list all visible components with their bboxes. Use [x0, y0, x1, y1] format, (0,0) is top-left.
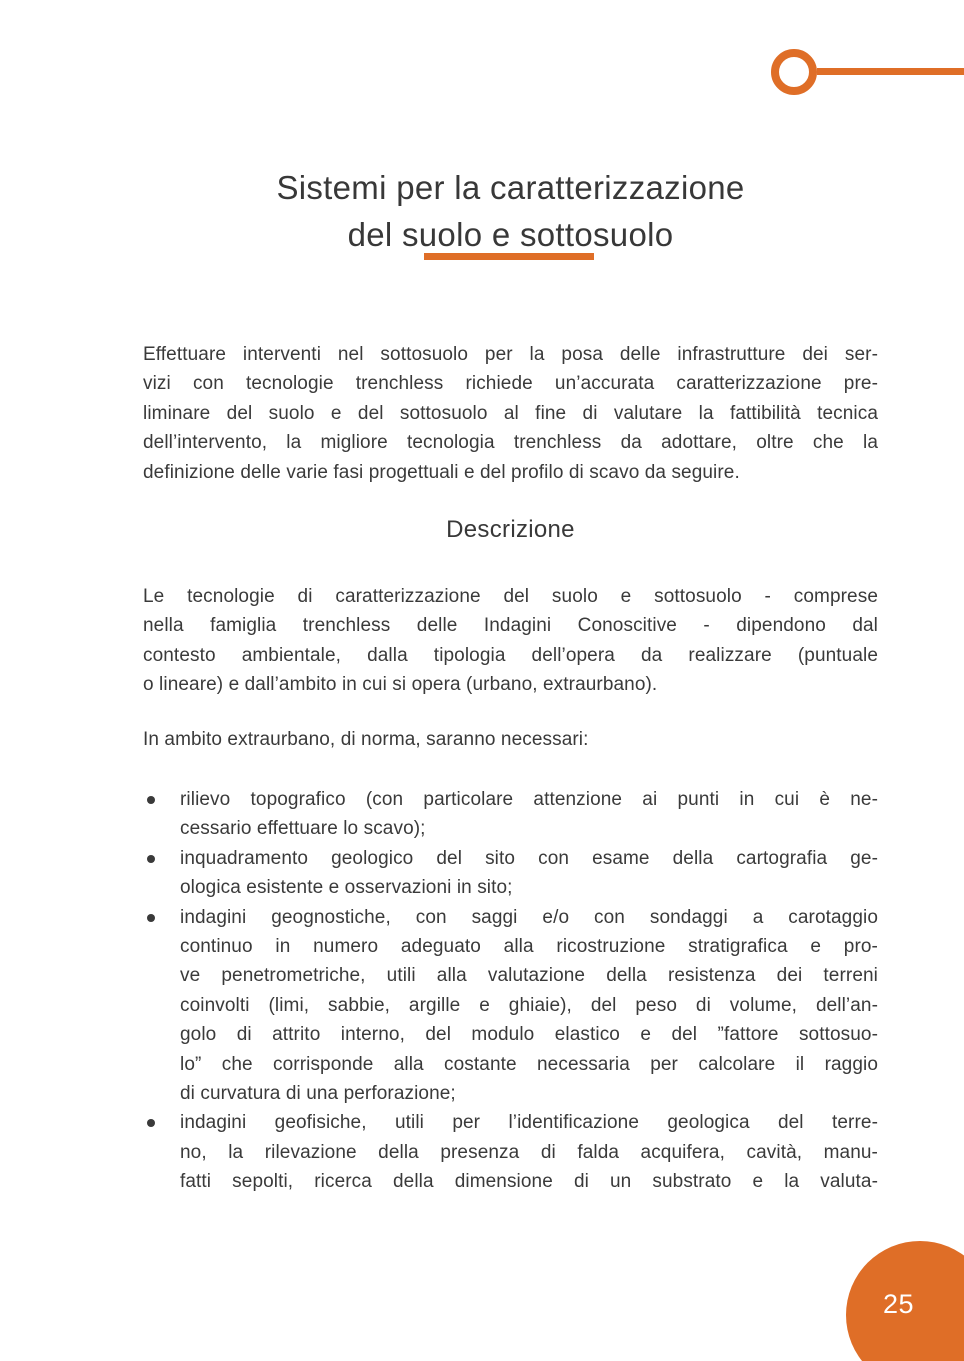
text-line: coinvolti (limi, sabbie, argille e ghiaie), del peso di volume, dell’an- — [180, 994, 878, 1016]
text-line: ve penetrometriche, utili alla valutazione della resistenza dei terreni — [180, 965, 878, 987]
list-item — [143, 844, 878, 903]
page-title-line-1: Sistemi per la caratterizzazione — [276, 169, 745, 206]
list-item — [143, 903, 878, 1109]
text-line: inquadramento geologico del sito con esame della cartografia ge- — [180, 847, 878, 869]
text-line: no, la rilevazione della presenza di falda acquifera, cavità, manu- — [180, 1141, 878, 1163]
page-title-line-2: del suolo e sottosuolo — [347, 216, 674, 253]
text-line: rilievo topografico (con particolare attenzione ai punti in cui è ne- — [180, 789, 878, 810]
description-paragraph — [143, 582, 878, 700]
text-line: Le tecnologie di caratterizzazione del suolo e sottosuolo - comprese — [143, 586, 878, 607]
text-line: o lineare) e dall’ambito in cui si opera (urbano, extraurbano). — [143, 674, 658, 696]
text-line: Effettuare interventi nel sottosuolo per la posa delle infrastrutture dei ser- — [143, 344, 878, 365]
text-line: contesto ambientale, dalla tipologia dell’opera da realizzare (puntuale — [143, 644, 878, 666]
text-line: fatti sepolti, ricerca della dimensione di un substrato e la valuta- — [180, 1171, 878, 1193]
header-rule — [817, 68, 964, 75]
page-number: 25 — [883, 1289, 915, 1319]
text-line: ologica esistente e osservazioni in sito; — [180, 877, 513, 899]
list-intro — [143, 725, 878, 754]
text-line: indagini geognostiche, con saggi e/o con sondaggi a carotaggio — [180, 906, 878, 928]
text-line: golo di attrito interno, del modulo elastico e del ”fattore sottosuo- — [180, 1024, 878, 1046]
page-number-badge — [846, 1241, 964, 1361]
text-line: continuo in numero adeguato alla ricostruzione stratigrafica e pro- — [180, 936, 878, 958]
list-item — [143, 1108, 878, 1196]
bullet-marker — [147, 914, 155, 922]
text-line: lo” che corrisponde alla costante necessaria per calcolare il raggio — [180, 1053, 878, 1075]
bullet-list — [143, 785, 878, 1197]
ring-icon — [771, 49, 817, 95]
text-line: cessario effettuare lo scavo); — [180, 818, 426, 840]
text-line: nella famiglia trenchless delle Indagini Conoscitive - dipendono dal — [143, 615, 878, 637]
bullet-marker — [147, 796, 155, 804]
list-item — [143, 785, 878, 844]
section-heading: Descrizione — [446, 516, 575, 543]
text-line: vizi con tecnologie trenchless richiede un’accurata caratterizzazione pre- — [143, 373, 878, 395]
intro-paragraph — [143, 340, 878, 487]
text-line: In ambito extraurbano, di norma, saranno necessari: — [143, 729, 589, 750]
text-line: indagini geofisiche, utili per l’identificazione geologica del terre- — [180, 1112, 878, 1134]
page-title — [143, 164, 878, 258]
text-line: definizione delle varie fasi progettuali e del profilo di scavo da seguire. — [143, 461, 740, 483]
title-underline — [424, 253, 594, 260]
text-line: di curvatura di una perforazione; — [180, 1083, 456, 1105]
bullet-marker — [147, 1119, 155, 1127]
bullet-marker — [147, 855, 155, 863]
text-line: dell’intervento, la migliore tecnologia trenchless da adottare, oltre che la — [143, 432, 878, 454]
text-line: liminare del suolo e del sottosuolo al fine di valutare la fattibilità tecnica — [143, 402, 878, 424]
